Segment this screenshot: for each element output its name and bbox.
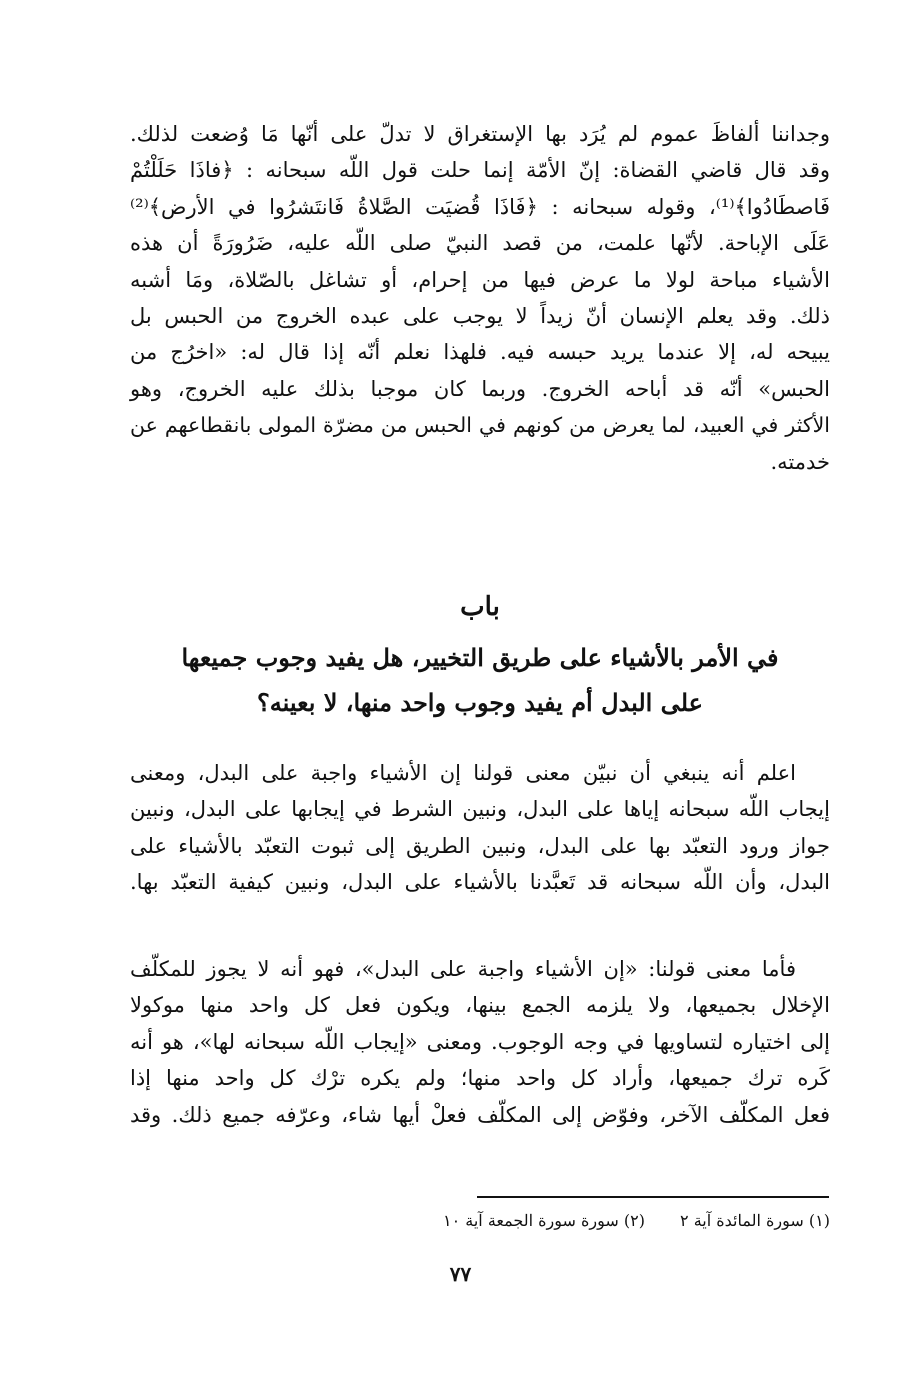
text-line: يبيحه له، إلا عندما يريد حبسه فيه. فلهذا نعلم أنّه إذا قال له: «اخرُج من	[130, 340, 830, 365]
text-line: الأشياء مباحة لولا ما عرض فيها من إحرام، أو تشاغل بالصّلاة، ومَا أشبه	[130, 267, 830, 292]
paragraph-meaning	[130, 951, 830, 1133]
text-line: فأما معنى قولنا: «إن الأشياء واجبة على البدل»، فهو أنه لا يجوز للمكلّف	[130, 957, 796, 981]
text-line: كَره ترك جميعها، وأراد كل واحد منها؛ ولم يكره ترْك كل واحد منها إذا	[130, 1066, 830, 1091]
text-line: إيجاب اللّه سبحانه إياها على البدل، ونبين الشرط في إيجابها على البدل، ونبين	[130, 797, 830, 822]
text-line: فَاصطَادُوا﴾⁽¹⁾، وقوله سبحانه : ﴿فَاذَا قُضيَت الصَّلاةُ فَانتَشرُوا في الأرض﴾⁽²⁾	[130, 194, 830, 219]
paragraph-definitions	[130, 755, 830, 901]
text-line: وقد قال قاضي القضاة: إنّ الأمّة إنما حلت قول اللّه سبحانه : ﴿فاذَا حَلَلْتُمْ	[130, 158, 830, 183]
footnote-divider	[477, 1196, 829, 1198]
footnotes	[130, 1211, 830, 1230]
footnote-2: (٢) سورة سورة الجمعة آية ١٠	[443, 1211, 645, 1230]
continuation-paragraph	[130, 116, 830, 480]
text-line: وجداننا ألفاظَ عموم لم يُرَد بها الإستغراق لا تدلّ على أنّها مَا وُضعت لذلك.	[130, 122, 830, 146]
text-line: ذلك. وقد يعلم الإنسان أنّ زيداً لا يوجب على عبده الخروج من الحبس بل	[130, 304, 830, 329]
text-line: الأكثر في العبيد، لما يعرض من كونهم في الحبس من مضرّة المولى بانقطاعهم عن	[130, 413, 830, 438]
text-line: اعلم أنه ينبغي أن نبيّن معنى قولنا إن الأشياء واجبة على البدل، ومعنى	[130, 761, 796, 785]
chapter-title-line2: على البدل أم يفيد وجوب واحد منها، لا بعينه؟	[257, 688, 703, 717]
text-line: البدل، وأن اللّه سبحانه قد تَعبَّدنا بالأشياء على البدل، ونبين كيفية التعبّد بها.	[130, 870, 830, 895]
text-line: الحبس» أنّه قد أباحه الخروج. وربما كان موجبا بذلك عليه الخروج، وهو	[130, 376, 830, 401]
text-line: إلى اختياره لتساويها في وجه الوجوب. ومعنى «إيجاب اللّه سبحانه لها»، هو أنه	[130, 1029, 830, 1054]
chapter-label: باب	[460, 592, 500, 622]
text-line: عَلَى الإباحة. لأنّها علمت، من قصد النبيّ صلى اللّه عليه، ضَرُورَةً أن هذه	[130, 231, 830, 256]
chapter-title-line1: في الأمر بالأشياء على طريق التخيير، هل يفيد وجوب جميعها	[181, 643, 779, 672]
text-line: الإخلال بجميعها، ولا يلزمه الجمع بينها، ويكون فعل كل واحد منها موكولا	[130, 993, 830, 1018]
footnote-1: (١) سورة المائدة آية ٢	[680, 1211, 830, 1230]
page-number: ٧٧	[449, 1262, 472, 1286]
text-line: فعل المكلّف الآخر، وفوّض إلى المكلّف فعلْ أيها شاء، وعرّفه جميع ذلك. وقد	[130, 1102, 830, 1127]
text-line: خدمته.	[770, 449, 830, 474]
text-line: جواز ورود التعبّد بها على البدل، ونبين الطريق إلى ثبوت التعبّد بالأشياء على	[130, 833, 830, 858]
